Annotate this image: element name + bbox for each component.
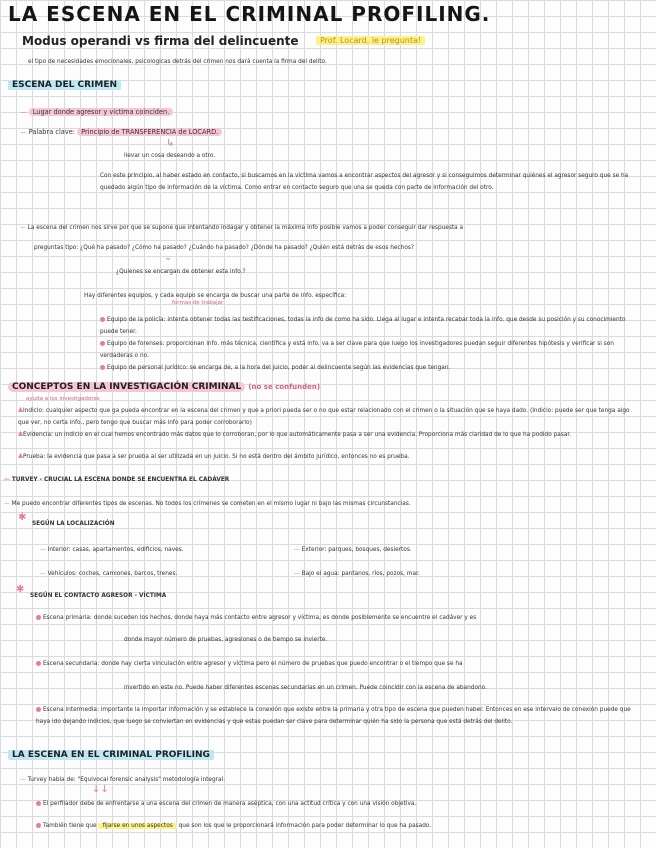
arrow-icon: ↳ [166,138,175,149]
loc-interior: — Interior: casas, apartamentos, edificios, naves. [40,547,184,553]
concepto-prueba: ▴Prueba: la evidencia que pasa a ser prueba al ser utilizada en un juicio. Si no está dentro del ámbito jurídico, entonces no es prueba. [18,450,410,461]
intro-text: el tipo de necesidades emocionales, psicologicas detrás del crimen nos dará cuenta la firma del delito. [28,59,327,65]
section-heading-escena: ESCENA DEL CRIMEN [8,80,121,90]
profiling-perfilador: El perfilador debe de enfrentarse a una escena del crimen de manera aséptica, con una actitud crítica y con una visión objetiva. [36,798,416,810]
equipos-text: Hay diferentes equipos, y cada equipo se encarga de buscar una parte de info. específica: [84,293,347,299]
preguntas-text: preguntas tipo: ¿Qué ha pasado? ¿Cómo ha pasado? ¿Cuándo ha pasado? ¿Dónde ha pasado? ¿Quién está detrás de esos hechos? [34,245,414,251]
double-chevron-icon: ⌄ [164,252,173,263]
sirve-item: — La escena del crimen nos sirve por que se supone que intentando indagar y obtener la máxima info posible vamos a poder conseguir dar respuesta a [20,225,464,231]
star-icon: ✱ [18,512,27,523]
equipo-policia: Equipo de la policía: intenta obtener todas las testificaciones, todas la info de como ha sido. Llega al lugar e intenta recabar toda la info. que desde su posición y su conocimiento puede tener. [100,317,626,335]
page-subtitle: Modus operandi vs firma del delincuente [22,34,299,48]
escena-secundaria-cont: invertido en este no. Puede haber diferentes escenas secundarias en un crimen. Puede coincidir con la escena de abandono. [124,685,487,691]
loc-bajo-agua: — Bajo el agua: pantanos, ríos, pozos, mar. [294,571,420,577]
lugar-item: — Lugar donde agresor y victima coinciden. [20,106,173,118]
profiling-tambien: También tiene que fijarse en unos aspectos que son los que le proporcionará información para poder determinar lo que ha pasado. [36,820,431,832]
escena-primaria: Escena primaria: donde suceden los hechos, donde haya más contacto entre agresor y víctima, es donde posiblemente se encuentre el cadáver y es [36,612,476,624]
page-title: LA ESCENA EN EL CRIMINAL PROFILING. [8,2,491,26]
section-heading-profiling: LA ESCENA EN EL CRIMINAL PROFILING [8,750,214,760]
concepto-evidencia: ▴Evidencia: un indicio en el cual hemos encontrado más datos que lo corroboran, por lo que automáticamente pasa a ser una evidencia. Proporciona más claridad de lo que ha podido pasar. [18,428,572,439]
conceptos-note: ayuda a los investigadores [26,396,100,402]
professor-note: Prof. Locard, le pregunta! [316,36,425,45]
equipos-note: formas de trabajar [172,300,224,306]
profiling-turvey: — Turvey habla de: "Equivocal forensic analysis" metodología integral. [20,777,226,783]
localizacion-heading: SEGÚN LA LOCALIZACIÓN [32,521,115,527]
llevar-text: llevar un cosa deseando a otro. [124,153,216,159]
principio-text: Con este principio, al haber estado en contacto, si buscamos en la víctima vamos a encontrar aspectos del agresor y si conseguimos determinar quiénes el agresor seguro que se ha quedado algún tipo de información de la víctima. Como entrar en contacto seguro que una se queda con parte de información del otro. [100,173,629,191]
escena-intermedia: Escena intermedia: importante la importar información y se establece la conexión que existe entre la primaria y otra tipo de escena que pueden haber. Entonces en ese intervalo de conexión puede que haya ido dejando indicios, que luego se conviertan en evidencias y que estas puedan ser clave para determinar quién ha sido la persona que está detrás del delito. [36,707,631,725]
star-icon: ✱ [16,584,25,595]
loc-exterior: — Exterior: parques, bosques, desiertos. [294,547,412,553]
loc-vehiculos: — Vehículos: coches, camiones, barcos, trenes. [40,571,178,577]
equipo-forenses: Equipo de forenses: proporcionan info. más técnica, científica y está info. va a ser clave para que luego los investigadores puedan seguir diferentes hipótesis y verificar si son verdaderas o no. [100,341,614,359]
equipo-juridico: Equipo de personal jurídico: se encarga de, a la hora del juicio, poder al delincuente según las evidencias que tengan. [100,362,640,374]
contacto-heading: SEGÚN EL CONTACTO AGRESOR - VÍCTIMA [30,593,167,599]
turvey-heading: — TURVEY - CRUCIAL LA ESCENA DONDE SE ENCUENTRA EL CADÁVER [4,477,230,483]
arrow-icon: ↓↓ [92,784,109,795]
escena-secundaria: Escena secundaria: donde hay cierta vinculación entre agresor y víctima pero el número de pruebas que puedo encontrar o el tiempo que se ha [36,658,463,670]
concepto-indicio: ▴Indicio: cualquier aspecto que ga pueda encontrar en la escena del crimen y que a priori pueda ser o no que estar relacionado con el crimen o la situación que se haya dado. (Indicio: puede ser que tenga algo que ver, no certa info., pero tengo que buscar más info para poder corroborarlo) [18,404,630,426]
section-heading-conceptos: CONCEPTOS EN LA INVESTIGACIÓN CRIMINAL (no se confunden) [8,382,320,392]
escena-primaria-cont: donde mayor número de pruebas, agresiones o de tiempo se invierte. [124,637,328,643]
diferentes-text: — Me puedo encontrar diferentes tipos de escenas. No todos los crímenes se cometen en el mismo lugar ni bajo las mismas circunstancias. [4,501,411,507]
palabra-clave-item: — Palabra clave: Principio de TRANSFERENCIA de LOCARD. [20,126,222,138]
quienes-text: ¿Quienes se encargan de obtener esta info.? [116,269,246,275]
